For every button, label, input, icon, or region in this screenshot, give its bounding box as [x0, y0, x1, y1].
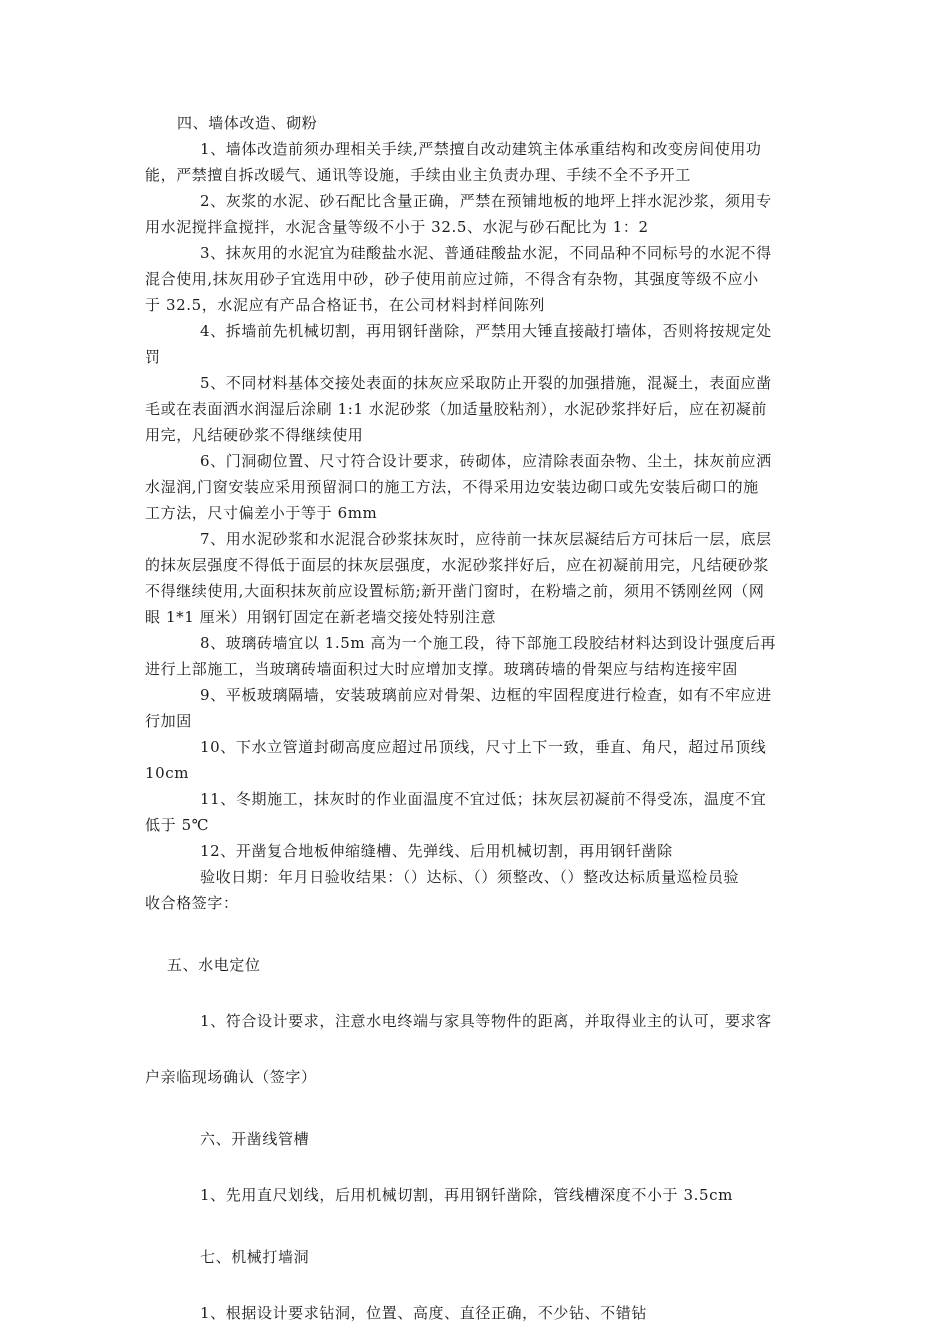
- section-4-item-13-line-1: 验收日期：年月日验收结果：（）达标、（）须整改、（）整改达标质量巡检员验: [200, 868, 740, 886]
- section-4-item-6-line-2: 水湿润,门窗安装应采用预留洞口的施工方法，不得采用边安装边砌口或先安装后砌口的施: [145, 478, 759, 496]
- section-4-items: [145, 136, 815, 916]
- spacer: [145, 916, 815, 952]
- section-4-item-5-line-3: 用完，凡结硬砂浆不得继续使用: [145, 426, 364, 444]
- section-4-item-11-line-1: 11、冬期施工，抹灰时的作业面温度不宜过低；抹灰层初凝前不得受冻，温度不宜: [200, 790, 767, 808]
- section-4-item-3-line-1: 3、抹灰用的水泥宜为硅酸盐水泥、普通硅酸盐水泥，不同品种不同标号的水泥不得: [200, 244, 772, 262]
- section-7-heading: 七、机械打墙洞: [200, 1248, 310, 1266]
- section-4-item-9-line-2: 行加固: [145, 712, 192, 730]
- section-5-heading: 五、水电定位: [167, 956, 261, 974]
- section-4-item-7-line-4: 眼 1*1 厘米）用钢钉固定在新老墙交接处特别注意: [145, 608, 497, 626]
- section-4-item-13-line-2: 收合格签字：: [145, 894, 239, 912]
- section-4-item-5-line-2: 毛或在表面洒水润湿后涂刷 1:1 水泥砂浆（加适量胶粘剂），水泥砂浆拌好后，应在初凝前: [145, 400, 767, 418]
- document-page: [145, 110, 815, 1326]
- section-4-item-6-line-3: 工方法，尺寸偏差小于等于 6mm: [145, 504, 378, 522]
- section-7-item-1: 1、根据设计要求钻洞，位置、高度、直径正确，不少钻、不错钻: [200, 1304, 647, 1322]
- section-4-item-6-line-1: 6、门洞砌位置、尺寸符合设计要求，砖砌体，应清除表面杂物、尘土，抹灰前应洒: [200, 452, 772, 470]
- section-4-item-10-line-2: 10cm: [145, 764, 190, 782]
- section-4-item-12-line-1: 12、开凿复合地板伸缩缝槽、先弹线、后用机械切割，再用钢钎凿除: [200, 842, 673, 860]
- section-4-heading: 四、墙体改造、砌粉: [177, 114, 318, 132]
- section-4-item-7-line-1: 7、用水泥砂浆和水泥混合砂浆抹灰时，应待前一抹灰层凝结后方可抹后一层，底层: [200, 530, 772, 548]
- section-4-item-8-line-2: 进行上部施工，当玻璃砖墙面积过大时应增加支撑。玻璃砖墙的骨架应与结构连接牢固: [145, 660, 738, 678]
- section-5-item-1-line-1: 1、符合设计要求，注意水电终端与家具等物件的距离，并取得业主的认可，要求客: [200, 1012, 772, 1030]
- section-4-item-7-line-3: 不得继续使用,大面积抹灰前应设置标筋;新开凿门窗时，在粉墙之前，须用不锈刚丝网（网: [145, 582, 765, 600]
- section-4-item-4-line-2: 罚: [145, 348, 161, 366]
- section-6-item-1: 1、先用直尺划线，后用机械切割，再用钢钎凿除，管线槽深度不小于 3.5cm: [200, 1186, 733, 1204]
- section-4-item-10-line-1: 10、下水立管道封砌高度应超过吊顶线，尺寸上下一致，垂直、角尺，超过吊顶线: [200, 738, 767, 756]
- section-4-item-2-line-2: 用水泥搅拌盒搅拌，水泥含量等级不小于 32.5、水泥与砂石配比为 1：2: [145, 218, 649, 236]
- section-4-item-11-line-2: 低于 5℃: [145, 816, 210, 834]
- section-4-item-7-line-2: 的抹灰层强度不得低于面层的抹灰层强度，水泥砂浆拌好后，应在初凝前用完，凡结硬砂浆: [145, 556, 770, 574]
- section-4-item-9-line-1: 9、平板玻璃隔墙，安装玻璃前应对骨架、边框的牢固程度进行检查，如有不牢应进: [200, 686, 772, 704]
- section-4-item-4-line-1: 4、拆墙前先机械切割，再用钢钎凿除，严禁用大锤直接敲打墙体，否则将按规定处: [200, 322, 772, 340]
- section-4-item-1-line-1: 1、墙体改造前须办理相关手续,严禁擅自改动建筑主体承重结构和改变房间使用功: [200, 140, 762, 158]
- section-4-item-2-line-1: 2、灰浆的水泥、砂石配比含量正确，严禁在预铺地板的地坪上拌水泥沙浆，须用专: [200, 192, 772, 210]
- section-4-item-3-line-3: 于 32.5，水泥应有产品合格证书，在公司材料封样间陈列: [145, 296, 545, 314]
- section-4-item-3-line-2: 混合使用,抹灰用砂子宜选用中砂，砂子使用前应过筛，不得含有杂物，其强度等级不应小: [145, 270, 759, 288]
- section-4-item-5-line-1: 5、不同材料基体交接处表面的抹灰应采取防止开裂的加强措施，混凝土，表面应凿: [200, 374, 772, 392]
- section-4-item-8-line-1: 8、玻璃砖墙宜以 1.5m 高为一个施工段，待下部施工段胶结材料达到设计强度后再: [200, 634, 777, 652]
- section-6-heading: 六、开凿线管槽: [200, 1130, 310, 1148]
- section-5-item-1-line-2: 户亲临现场确认（签字）: [145, 1068, 317, 1086]
- section-4-item-1-line-2: 能，严禁擅自拆改暖气、通讯等设施，手续由业主负责办理、手续不全不予开工: [145, 166, 692, 184]
